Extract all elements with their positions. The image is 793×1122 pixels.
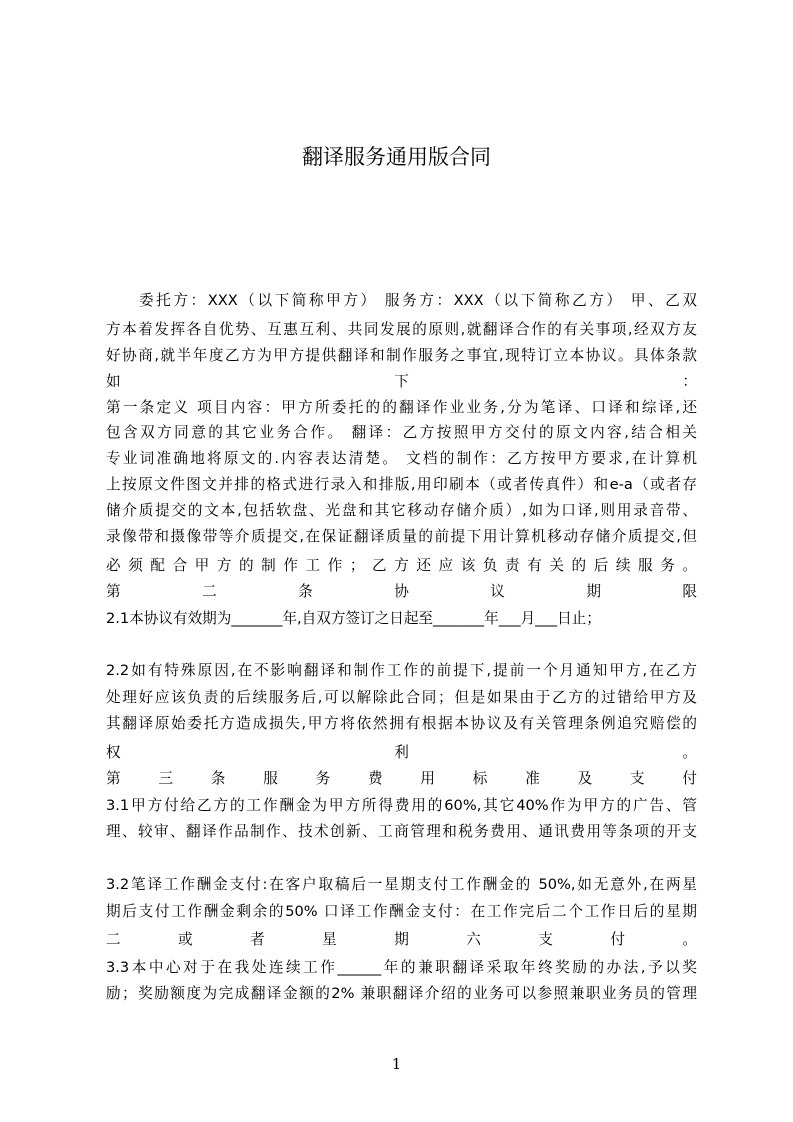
paragraph-line: 委托方：XXX（以下简称甲方） 服务方：XXX（以下简称乙方） 甲、乙双 [139,292,697,309]
paragraph-line: 上按原文件图文并排的格式进行录入和排版,用印刷本（或者传真件）和e-a（或者存 [106,476,697,493]
section-heading: 第 三 条 服 务 费 用 标 准 及 支 付 [106,770,697,787]
paragraph-line: 必须配合甲方的制作工作；乙方还应该负责有关的后续服务。 [106,557,697,574]
paragraph-line: 二 或 者 星 期 六 支 付 。 [106,931,697,948]
blank-line [106,846,697,870]
paragraph-line: 包含双方同意的其它业务合作。 翻译：乙方按照甲方交付的原文内容,结合相关 [106,424,697,441]
paragraph-line: 权 利 。 [106,744,697,761]
paragraph-line: 期后支付工作酬金剩余的50% 口译工作酬金支付：在工作完后二个工作日后的星期 [106,903,697,920]
paragraph-line: 录像带和摄像带等介质提交,在保证翻译质量的前提下用计算机移动存储介质提交,但 [106,528,697,545]
paragraph-line: 理、较审、翻译作品制作、技术创新、工商管理和税务费用、通讯费用等条项的开支 [106,823,697,840]
document-title: 翻译服务通用版合同 [302,145,491,169]
paragraph-line: 好协商,就半年度乙方为甲方提供翻译和制作服务之事宜,现特订立本协议。具体条款 [106,347,697,364]
paragraph-line: 如 下 ： [106,373,697,390]
blank-line [106,633,697,657]
paragraph-line: 第一条定义 项目内容：甲方所委托的的翻译作业业务,分为笔译、口译和综译,还 [106,399,697,416]
paragraph-line: 方本着发挥各自优势、互惠互利、共同发展的原则,就翻译合作的有关事项,经双方友 [106,321,697,338]
paragraph-line: 3.3本中心对于在我处连续工作______年的兼职翻译采取年终奖励的办法,予以奖 [106,959,697,976]
paragraph-line: 2.2如有特殊原因,在不影响翻译和制作工作的前提下,提前一个月通知甲方,在乙方 [106,662,697,679]
paragraph-line: 励；奖励额度为完成翻译金额的2% 兼职翻译介绍的业务可以参照兼职业务员的管理 [106,985,697,1002]
page-number: 1 [391,1055,402,1073]
section-heading: 第 二 条 协 议 期 限 [106,583,697,600]
paragraph-line: 3.1甲方付给乙方的工作酬金为甲方所得费用的60%,其它40%作为甲方的广告、管 [106,797,697,814]
paragraph-line: 专业词准确地将原文的.内容表达清楚。 文档的制作：乙方按甲方要求,在计算机 [106,450,697,467]
paragraph-line: 储介质提交的文本,包括软盘、光盘和其它移动存储介质）,如为口译,则用录音带、 [106,502,697,519]
paragraph-line: 其翻译原始委托方造成损失,甲方将依然拥有根据本协议及有关管理条例追究赔偿的 [106,715,697,732]
paragraph-line: 2.1本协议有效期为_______年,自双方签订之日起至_______年___月___日止； [106,610,601,627]
paragraph-line: 3.2笔译工作酬金支付:在客户取稿后一星期支付工作酬金的 50%,如无意外,在两星 [106,876,697,893]
paragraph-line: 处理好应该负责的后续服务后,可以解除此合同；但是如果由于乙方的过错给甲方及 [106,689,697,706]
